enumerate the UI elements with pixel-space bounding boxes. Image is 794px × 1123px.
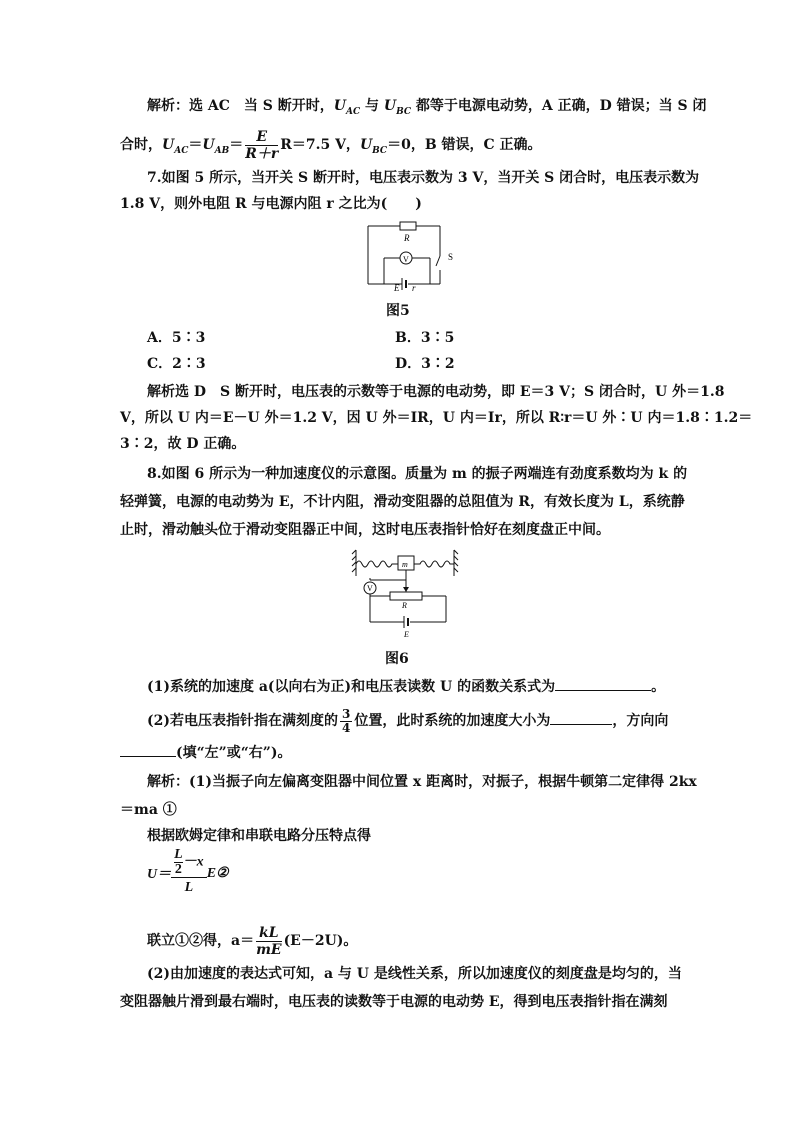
figure-6-mass-label: m: [402, 560, 408, 569]
question-7-line-2: 1.8 V，则外电阻 R 与电源内阻 r 之比为( ): [120, 196, 422, 212]
figure-5-label-e: E: [394, 283, 400, 293]
figure-6-accelerometer: [350, 548, 465, 640]
analysis-8-line-1: 解析：(1)当振子向左偏离变阻器中间位置 x 距离时，对振子，根据牛顿第二定律得 2kx: [147, 774, 697, 790]
analysis-8-line-5: 联立①②得，a＝ $\frac{kL}{mE}$ (E－2U)。: [147, 924, 358, 958]
question-8-part-1: (1)系统的加速度 a(以向右为正)和电压表读数 U 的函数关系式为 。: [147, 676, 665, 697]
analysis-6-line-2: 合时，$U_{AC}=U_{AB}=$ $\frac{E}{R+r}$ R＝7.5 V，$U_{BC}=0$，B 错误，C 正确。: [120, 128, 542, 162]
figure-5-circuit: [360, 218, 470, 294]
option-d: D．3∶2: [395, 356, 455, 372]
figure-6-voltmeter: V: [367, 584, 373, 593]
figure-5-caption: 图5: [386, 303, 410, 319]
figure-5-label-r-internal: r: [412, 283, 416, 293]
analysis-8-formula-u: U＝ $\frac{L}{2}$ －x E② L: [147, 847, 229, 895]
question-8-part-2: (2)若电压表指针指在满刻度的 $\frac{3}{4}$ 位置，此时系统的加速度大小为 ，方向向: [147, 706, 669, 735]
figure-5-label-r: R: [404, 233, 410, 243]
figure-5-label-s: S: [448, 252, 454, 262]
question-7-line-1: 7.如图 5 所示，当开关 S 断开时，电压表示数为 3 V，当开关 S 闭合时，电压表示数为: [147, 170, 700, 186]
analysis-7-line-3: 3∶2，故 D 正确。: [120, 436, 246, 452]
figure-5-voltmeter: V: [403, 255, 409, 264]
analysis-8-line-3: 根据欧姆定律和串联电路分压特点得: [147, 828, 371, 844]
option-a: A．5∶3: [147, 330, 206, 346]
analysis-6-line-1: 解析：选 AC 当 S 断开时，$U_{AC}$ 与 $U_{BC}$ 都等于电源电动势，A 正确，D 错误；当 S 闭: [147, 98, 707, 117]
analysis-7-line-1: 解析选 D S 断开时，电压表的示数等于电源的电动势，即 E＝3 V；S 闭合时，U 外＝1.8: [147, 384, 725, 400]
analysis-7-line-2: V，所以 U 内＝E－U 外＝1.2 V，因 U 外＝IR，U 内＝Ir，所以 R∶r＝U 外∶U 内＝1.8∶1.2＝: [120, 410, 753, 426]
analysis-8-line-2: ＝ma ①: [120, 802, 177, 818]
question-8-part-2-cont: (填“左”或“右”)。: [120, 742, 291, 763]
figure-6-label-r: R: [402, 601, 407, 610]
question-8-line-3: 止时，滑动触头位于滑动变阻器正中间，这时电压表指针恰好在刻度盘正中间。: [120, 522, 610, 538]
option-c: C．2∶3: [147, 356, 206, 372]
fraction-e-over-r-plus-r: $\frac{E}{R+r}$: [245, 128, 279, 162]
answer-blank-3[interactable]: [120, 742, 176, 757]
figure-6-label-e: E: [404, 630, 409, 639]
answer-blank-1[interactable]: [555, 676, 651, 691]
analysis-8-line-6: (2)由加速度的表达式可知，a 与 U 是线性关系，所以加速度仪的刻度盘是均匀的，当: [147, 966, 682, 982]
analysis-8-line-7: 变阻器触片滑到最右端时，电压表的读数等于电源的电动势 E，得到电压表指针指在满刻: [120, 994, 668, 1010]
question-8-line-1: 8.如图 6 所示为一种加速度仪的示意图。质量为 m 的振子两端连有劲度系数均为 k 的: [147, 466, 688, 482]
question-8-line-2: 轻弹簧，电源的电动势为 E，不计内阻，滑动变阻器的总阻值为 R，有效长度为 L，系统静: [120, 494, 685, 510]
figure-6-caption: 图6: [385, 651, 409, 667]
answer-blank-2[interactable]: [550, 710, 612, 725]
option-b: B．3∶5: [395, 330, 455, 346]
